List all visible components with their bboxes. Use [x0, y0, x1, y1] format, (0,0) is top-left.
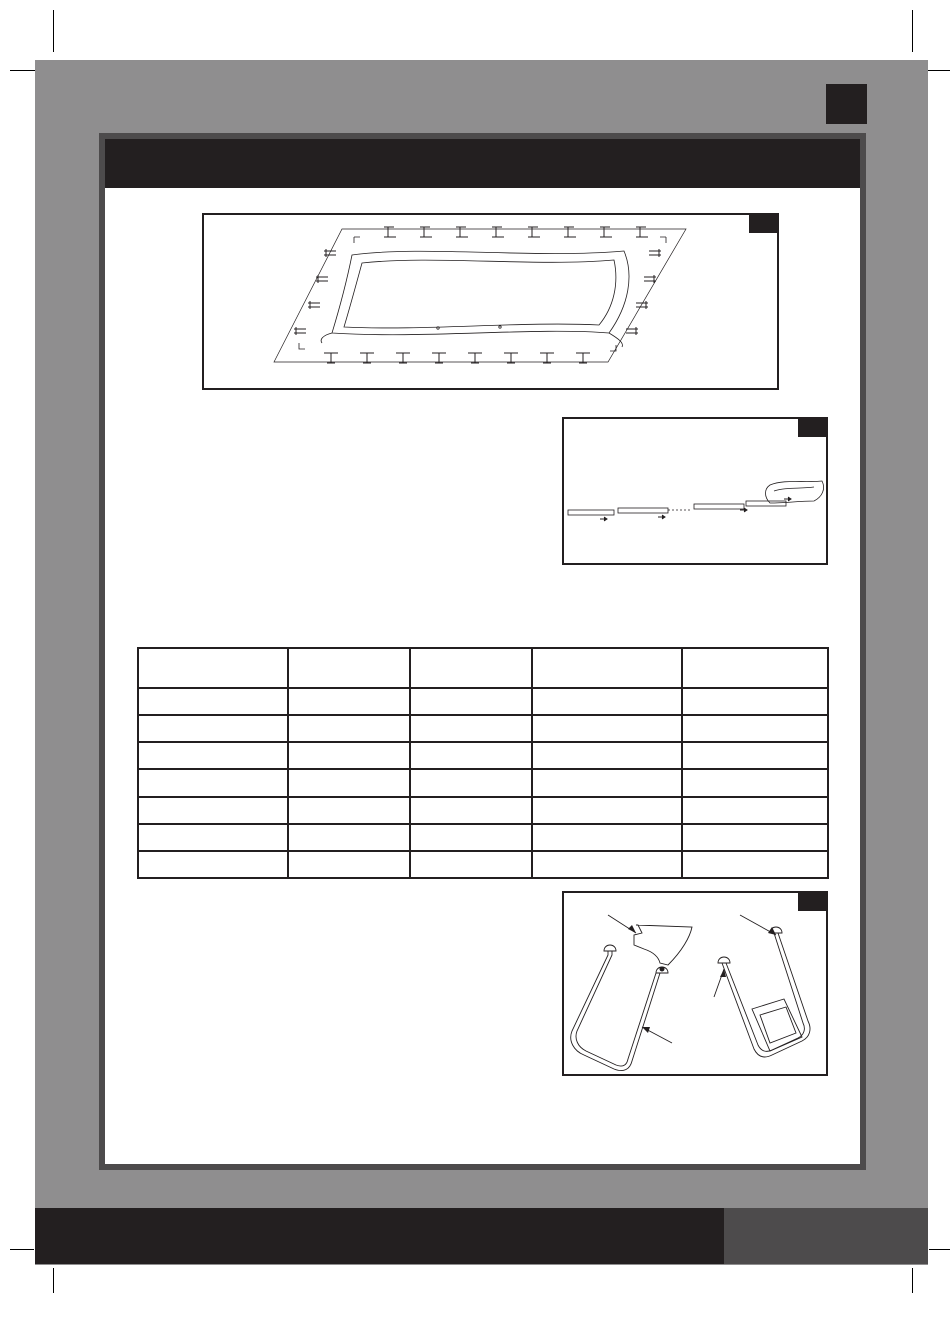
table-header-cell: [138, 648, 288, 688]
table-cell: [288, 797, 410, 824]
bottom-clips: [324, 353, 590, 363]
table-cell: [138, 769, 288, 796]
table-cell: [682, 797, 828, 824]
figure-pool-liner-layout: [202, 213, 779, 390]
table-cell: [682, 715, 828, 742]
table-cell: [288, 824, 410, 851]
footer-page-tab: [724, 1208, 928, 1264]
page-number-box: [826, 84, 867, 124]
crop-mark-br-h: [929, 1249, 950, 1250]
figure-pole-assembly: [562, 417, 828, 565]
top-clips: [384, 227, 648, 237]
table-cell: [410, 688, 532, 715]
table-cell: [138, 851, 288, 878]
table-cell: [532, 769, 682, 796]
table-header-row: [138, 648, 828, 688]
table-row: [138, 824, 828, 851]
table-row: [138, 688, 828, 715]
figure-u-support-legs: [562, 891, 828, 1076]
spec-table: [137, 647, 829, 879]
table-cell: [410, 851, 532, 878]
table-cell: [288, 715, 410, 742]
table-cell: [532, 688, 682, 715]
table-row: [138, 851, 828, 878]
table-cell: [138, 715, 288, 742]
table-cell: [682, 824, 828, 851]
table-cell: [138, 824, 288, 851]
pole-assembly-illustration: [564, 419, 830, 567]
pool-liner-illustration: [204, 215, 781, 392]
crop-mark-br-v: [912, 1268, 913, 1293]
table-cell: [288, 742, 410, 769]
table-header-cell: [410, 648, 532, 688]
table-cell: [138, 742, 288, 769]
table-header-cell: [288, 648, 410, 688]
table-row: [138, 742, 828, 769]
table-row: [138, 769, 828, 796]
crop-mark-bl-v: [53, 1268, 54, 1293]
side-clips: [294, 249, 661, 335]
table-cell: [532, 824, 682, 851]
table-cell: [138, 688, 288, 715]
crop-mark-tl-v: [53, 10, 54, 52]
table-cell: [682, 769, 828, 796]
table-cell: [410, 715, 532, 742]
table-cell: [410, 742, 532, 769]
table-header-cell: [532, 648, 682, 688]
table-header-cell: [682, 648, 828, 688]
table-cell: [410, 769, 532, 796]
table-cell: [288, 769, 410, 796]
table-cell: [138, 797, 288, 824]
table-cell: [682, 742, 828, 769]
table-cell: [532, 851, 682, 878]
footer-bar: [35, 1208, 724, 1264]
table-cell: [410, 824, 532, 851]
table-cell: [532, 797, 682, 824]
table-row: [138, 715, 828, 742]
table-cell: [682, 851, 828, 878]
table-cell: [410, 797, 532, 824]
crop-mark-tr-v: [912, 10, 913, 52]
table-cell: [288, 688, 410, 715]
table-cell: [288, 851, 410, 878]
u-support-legs-illustration: [564, 893, 830, 1078]
crop-mark-bl-h: [10, 1249, 34, 1250]
section-header: [105, 139, 860, 188]
table-cell: [682, 688, 828, 715]
table-cell: [532, 742, 682, 769]
table-row: [138, 797, 828, 824]
table-cell: [532, 715, 682, 742]
